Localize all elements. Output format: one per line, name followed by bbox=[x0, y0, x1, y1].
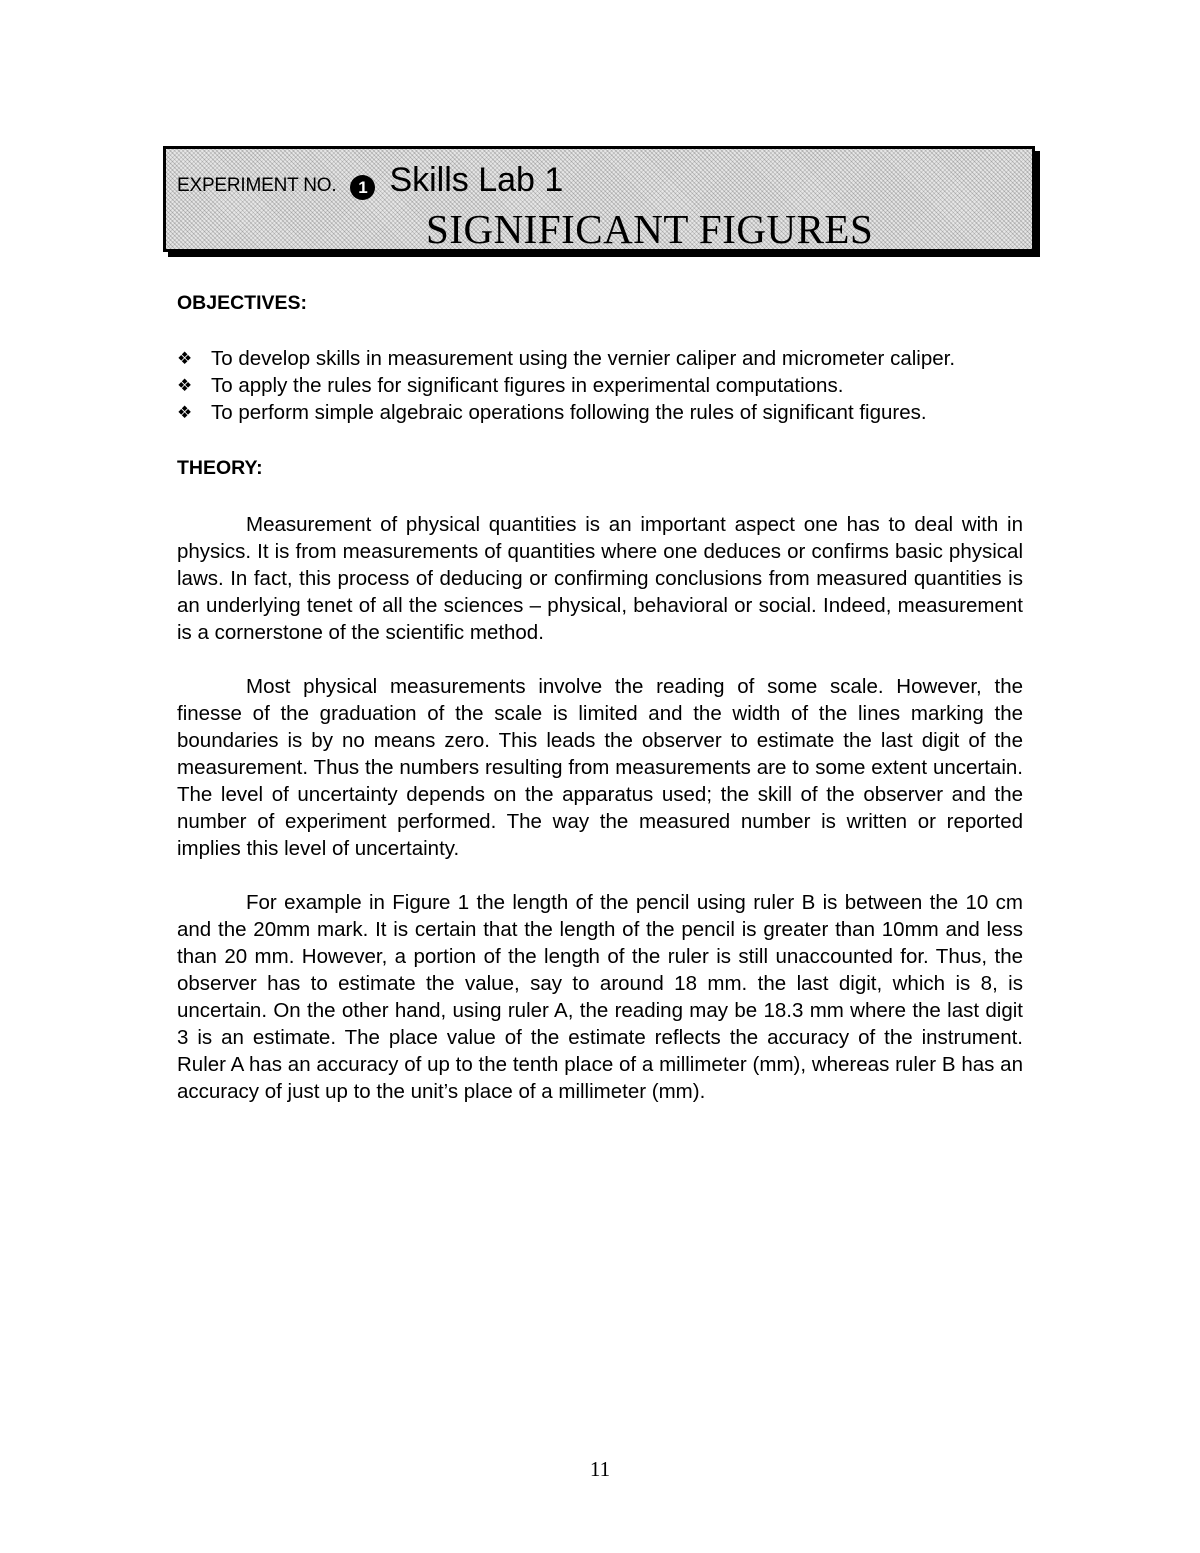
objectives-list bbox=[177, 345, 1023, 426]
theory-heading: THEORY: bbox=[177, 457, 263, 479]
page-number: 11 bbox=[589, 1457, 611, 1481]
diamond-bullet-icon: ❖ bbox=[177, 376, 193, 395]
experiment-subtitle: Skills Lab 1 bbox=[389, 161, 564, 199]
experiment-title: SIGNIFICANT FIGURES bbox=[426, 206, 874, 252]
theory-paragraph: Measurement of physical quantities is an important aspect one has to deal with in physics. It is from measurements of quantities where one deduces or confirms basic physical laws. In fact, this process of deducing or confirming conclusions from measured quantities is an underlying tenet of all the sciences – physical, behavioral or social. Indeed, measurement is a cornerstone of the scientific method. bbox=[177, 513, 1023, 644]
diamond-bullet-icon: ❖ bbox=[177, 349, 193, 368]
theory-paragraph: For example in Figure 1 the length of the pencil using ruler B is between the 10 cm and the 20mm mark. It is certain that the length of the pencil is greater than 10mm and less than 20 mm. However, a portion of the length of the ruler is still unaccounted for. Thus, the observer has to estimate the value, say to around 18 mm. the last digit, which is 8, is uncertain. On the other hand, using ruler A, the reading may be 18.3 mm where the last digit 3 is an estimate. The place value of the estimate reflects the accuracy of the instrument. Ruler A has an accuracy of up to the tenth place of a millimeter (mm), whereas ruler B has an accuracy of just up to the unit’s place of a millimeter (mm). bbox=[177, 891, 1023, 1103]
list-item bbox=[177, 372, 1023, 399]
theory-paragraph: Most physical measurements involve the reading of some scale. However, the finesse of the graduation of the scale is limited and the width of the lines marking the boundaries is by no means zero. This leads the observer to estimate the last digit of the measurement. Thus the numbers resulting from measurements are to some extent uncertain. The level of uncertainty depends on the apparatus used; the skill of the observer and the number of experiment performed. The way the measured number is written or reported implies this level of uncertainty. bbox=[177, 675, 1023, 860]
objective-text: To develop skills in measurement using the vernier caliper and micrometer caliper. bbox=[211, 347, 956, 370]
experiment-label: EXPERIMENT NO. bbox=[177, 175, 337, 196]
document-body bbox=[177, 290, 1023, 1105]
circled-digit-one-icon: 1 bbox=[350, 175, 375, 200]
list-item bbox=[177, 345, 1023, 372]
objective-text: To apply the rules for significant figures in experimental computations. bbox=[211, 374, 844, 397]
objectives-heading: OBJECTIVES: bbox=[177, 292, 308, 314]
experiment-header-box bbox=[163, 146, 1035, 252]
experiment-line bbox=[177, 161, 563, 200]
diamond-bullet-icon: ❖ bbox=[177, 403, 193, 422]
list-item bbox=[177, 399, 1023, 426]
objective-text: To perform simple algebraic operations following the rules of significant figures. bbox=[211, 401, 927, 424]
